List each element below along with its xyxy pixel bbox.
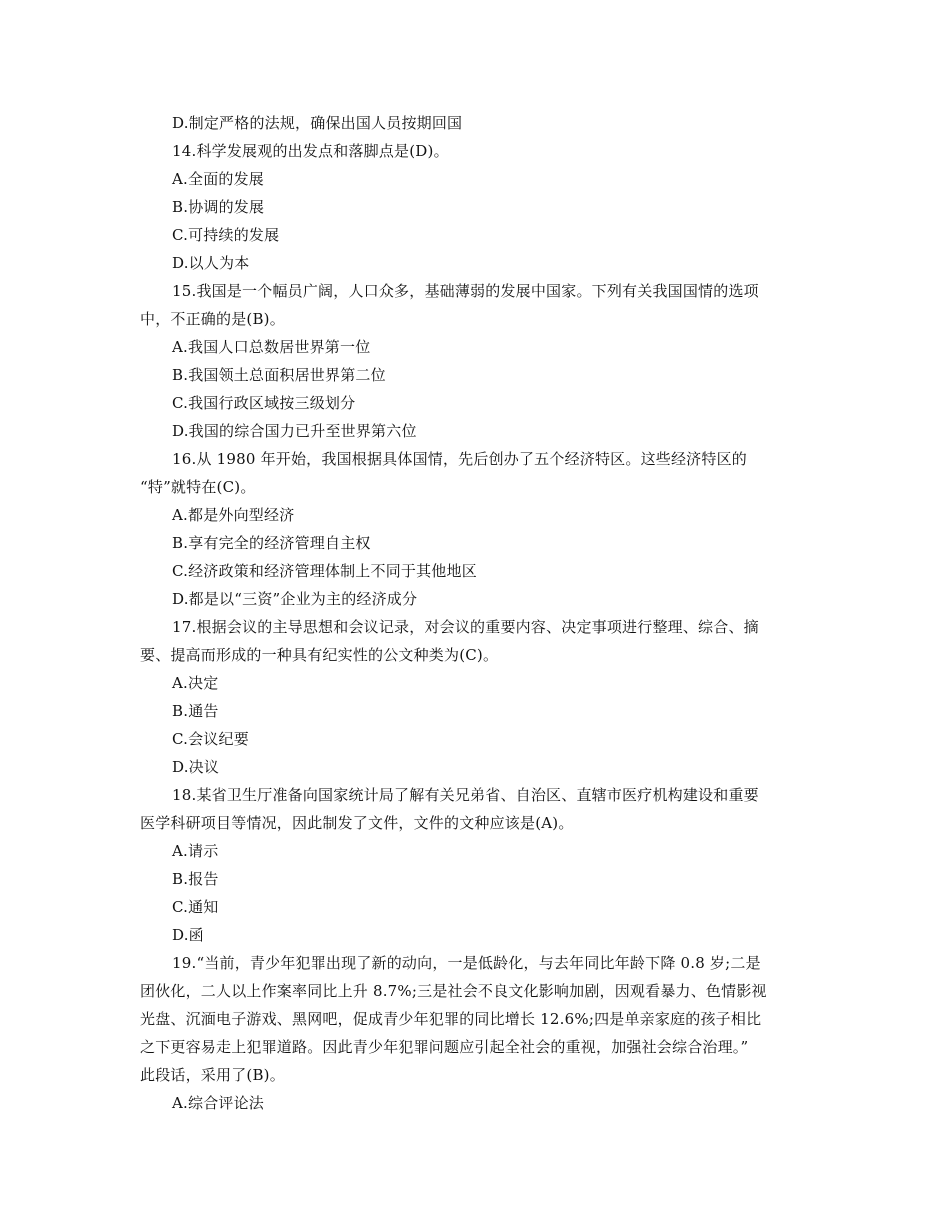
option-16-b: B.享有完全的经济管理自主权 bbox=[172, 534, 371, 552]
option-18-d: D.函 bbox=[172, 926, 204, 944]
question-19-line-2: 团伙化，二人以上作案率同比上升 8.7%;三是社会不良文化影响加剧，因观看暴力、色情影视 bbox=[140, 982, 767, 1000]
option-15-b: B.我国领土总面积居世界第二位 bbox=[172, 366, 386, 384]
question-19-line-4: 之下更容易走上犯罪道路。因此青少年犯罪问题应引起全社会的重视，加强社会综合治理。” bbox=[140, 1038, 749, 1056]
option-14-d: D.以人为本 bbox=[172, 254, 250, 272]
option-17-b: B.通告 bbox=[172, 702, 219, 720]
question-17-line-2: 要、提高而形成的一种具有纪实性的公文种类为(C)。 bbox=[140, 646, 499, 664]
question-19-line-3: 光盘、沉湎电子游戏、黑网吧，促成青少年犯罪的同比增长 12.6%;四是单亲家庭的孩子相比 bbox=[140, 1010, 762, 1028]
option-16-c: C.经济政策和经济管理体制上不同于其他地区 bbox=[172, 562, 477, 580]
question-18-line-1: 18.某省卫生厅准备向国家统计局了解有关兄弟省、自治区、直辖市医疗机构建设和重要 bbox=[172, 786, 759, 804]
document-body bbox=[140, 109, 810, 1117]
option-15-d: D.我国的综合国力已升至世界第六位 bbox=[172, 422, 417, 440]
question-16-line-1: 16.从 1980 年开始，我国根据具体国情，先后创办了五个经济特区。这些经济特区的 bbox=[172, 450, 747, 468]
option-14-c: C.可持续的发展 bbox=[172, 226, 280, 244]
option-16-d: D.都是以“三资”企业为主的经济成分 bbox=[172, 590, 418, 608]
question-15-line-2: 中，不正确的是(B)。 bbox=[140, 310, 285, 328]
option-13-d: D.制定严格的法规，确保出国人员按期回国 bbox=[172, 114, 463, 132]
question-16-line-2: “特”就特在(C)。 bbox=[140, 478, 256, 496]
option-14-a: A.全面的发展 bbox=[172, 170, 265, 188]
question-19-line-5: 此段话，采用了(B)。 bbox=[140, 1066, 285, 1084]
option-15-c: C.我国行政区域按三级划分 bbox=[172, 394, 356, 412]
option-18-a: A.请示 bbox=[172, 842, 219, 860]
option-17-a: A.决定 bbox=[172, 674, 219, 692]
question-19-line-1: 19.“当前，青少年犯罪出现了新的动向，一是低龄化，与去年同比年龄下降 0.8 岁;二是 bbox=[172, 954, 761, 972]
option-16-a: A.都是外向型经济 bbox=[172, 506, 295, 524]
option-15-a: A.我国人口总数居世界第一位 bbox=[172, 338, 371, 356]
option-18-b: B.报告 bbox=[172, 870, 219, 888]
option-19-a: A.综合评论法 bbox=[172, 1094, 265, 1112]
question-18-line-2: 医学科研项目等情况，因此制发了文件，文件的文种应该是(A)。 bbox=[140, 814, 574, 832]
option-17-c: C.会议纪要 bbox=[172, 730, 249, 748]
option-18-c: C.通知 bbox=[172, 898, 219, 916]
option-17-d: D.决议 bbox=[172, 758, 220, 776]
question-15-line-1: 15.我国是一个幅员广阔，人口众多，基础薄弱的发展中国家。下列有关我国国情的选项 bbox=[172, 282, 759, 300]
question-17-line-1: 17.根据会议的主导思想和会议记录，对会议的重要内容、决定事项进行整理、综合、摘 bbox=[172, 618, 759, 636]
question-14: 14.科学发展观的出发点和落脚点是(D)。 bbox=[172, 142, 449, 160]
option-14-b: B.协调的发展 bbox=[172, 198, 265, 216]
